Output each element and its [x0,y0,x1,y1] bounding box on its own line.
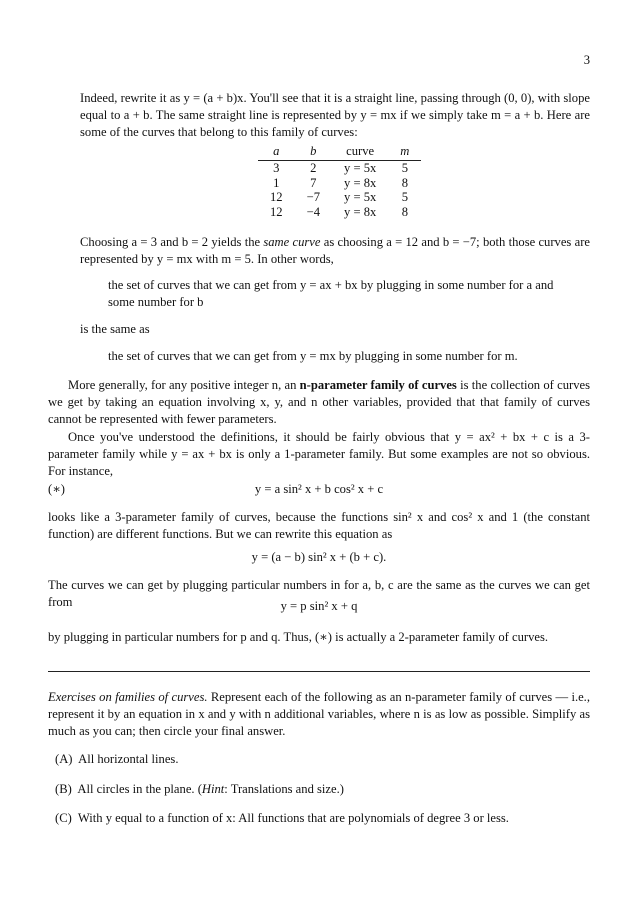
quote-one: the set of curves that we can get from y = ax + bx by plugging in some number for a and some number for b [108,278,554,309]
looks-like-paragraph: looks like a 3-parameter family of curves, because the functions sin² x and cos² x and 1 (the constant function) are different functions. But we can rewrite this equation as [48,510,590,541]
table-cell: 2 [310,161,317,175]
table-row [258,190,421,205]
quote-two: the set of curves that we can get from y = mx by plugging in some number for m. [108,349,518,363]
section-divider [48,671,590,672]
exercise-label: (B) [55,782,72,796]
exercise-item [55,810,585,827]
table-row [258,205,421,220]
exercise-text-after: : Translations and size.) [224,782,344,796]
definition-term: n-parameter family of curves [299,378,457,392]
exercises-intro [48,689,590,740]
exercise-text: With y equal to a function of x: All functions that are polynomials of degree 3 or less. [77,811,509,825]
choosing-text-before: Choosing a = 3 and b = 2 yields the [80,235,264,249]
equation-star-label: (∗) [48,482,65,496]
choosing-text-after: as choosing a = 12 and b = −7; both those curves are represented by y = mx with m = 5. In other words, [80,235,590,266]
is-same-as: is the same as [80,322,150,336]
table-row [258,161,421,176]
general-text-after: is the collection of curves we get by taking an equation involving x, y, and n other variables, provided that that family of curves cannot be represented with fewer parameters. [48,378,590,426]
table-cell: 8 [401,204,408,219]
exercises-title: Exercises on families of curves. [48,690,208,704]
page-number: 3 [583,53,590,67]
curves-paragraph: The curves we can get by plugging particular numbers in for a, b, c are the same as the curves we can get from [48,578,590,609]
parameter-table [258,142,421,219]
choosing-paragraph [80,234,590,268]
general-text-before: More generally, for any positive integer n, an [68,378,300,392]
same-curve-emphasis: same curve [263,235,321,249]
equation-star: y = a sin² x + b cos² x + c [254,482,384,496]
table-header: a [258,142,295,161]
table-cell: 3 [273,161,280,175]
exercise-item [55,751,585,768]
obvious-paragraph: Once you've understood the definitions, it should be fairly obvious that y = ax² + bx + c is a 3-parameter family while y = ax + bx is only a 1-parameter family. But some examples are not so obvious. For instance, [48,430,590,478]
exercise-text: All circles in the plane. ( [77,782,202,796]
equation-pq: y = p sin² x + q [280,599,358,613]
table-cell: 7 [310,175,317,190]
table-row [258,176,421,191]
table-cell: 1 [273,175,280,190]
table-cell: y = 8x [344,204,377,219]
table-cell: 5 [401,190,408,204]
equation-rewrite: y = (a − b) sin² x + (b + c). [251,550,387,564]
exercise-label: (A) [55,752,73,766]
table-header-row [258,142,421,161]
table-header: curve [332,142,388,161]
table-cell: 8 [401,175,408,190]
table-cell: 5 [401,161,408,175]
table-cell: y = 8x [344,175,377,190]
table-cell: y = 5x [344,190,377,204]
exercise-item [55,781,585,798]
table-cell: −4 [306,204,320,219]
exercise-text: All horizontal lines. [78,752,179,766]
hint-label: Hint [201,782,225,796]
table-header: m [388,142,421,161]
table-cell: 12 [270,190,283,204]
exercises-instructions: Represent each of the following as an n-parameter family of curves — i.e., represent it by an equation in x and y with n additional variables, where n is as low as possible. Simplify as much as you can; then circle your final answer. [48,690,590,738]
table-cell: 12 [270,204,283,219]
table-header: b [295,142,332,161]
exercise-label: (C) [55,811,72,825]
conclusion-paragraph: by plugging in particular numbers for p and q. Thus, (∗) is actually a 2-parameter family of curves. [48,630,549,644]
intro-paragraph: Indeed, rewrite it as y = (a + b)x. You'll see that it is a straight line, passing through (0, 0), with slope equal to a + b. The same straight line is represented by y = mx if we simply take m = a + b. Here are some of the curves that belong to this family of curves: [80,91,590,139]
table-cell: −7 [306,190,320,204]
table-cell: y = 5x [344,161,377,175]
general-paragraph [48,377,590,428]
